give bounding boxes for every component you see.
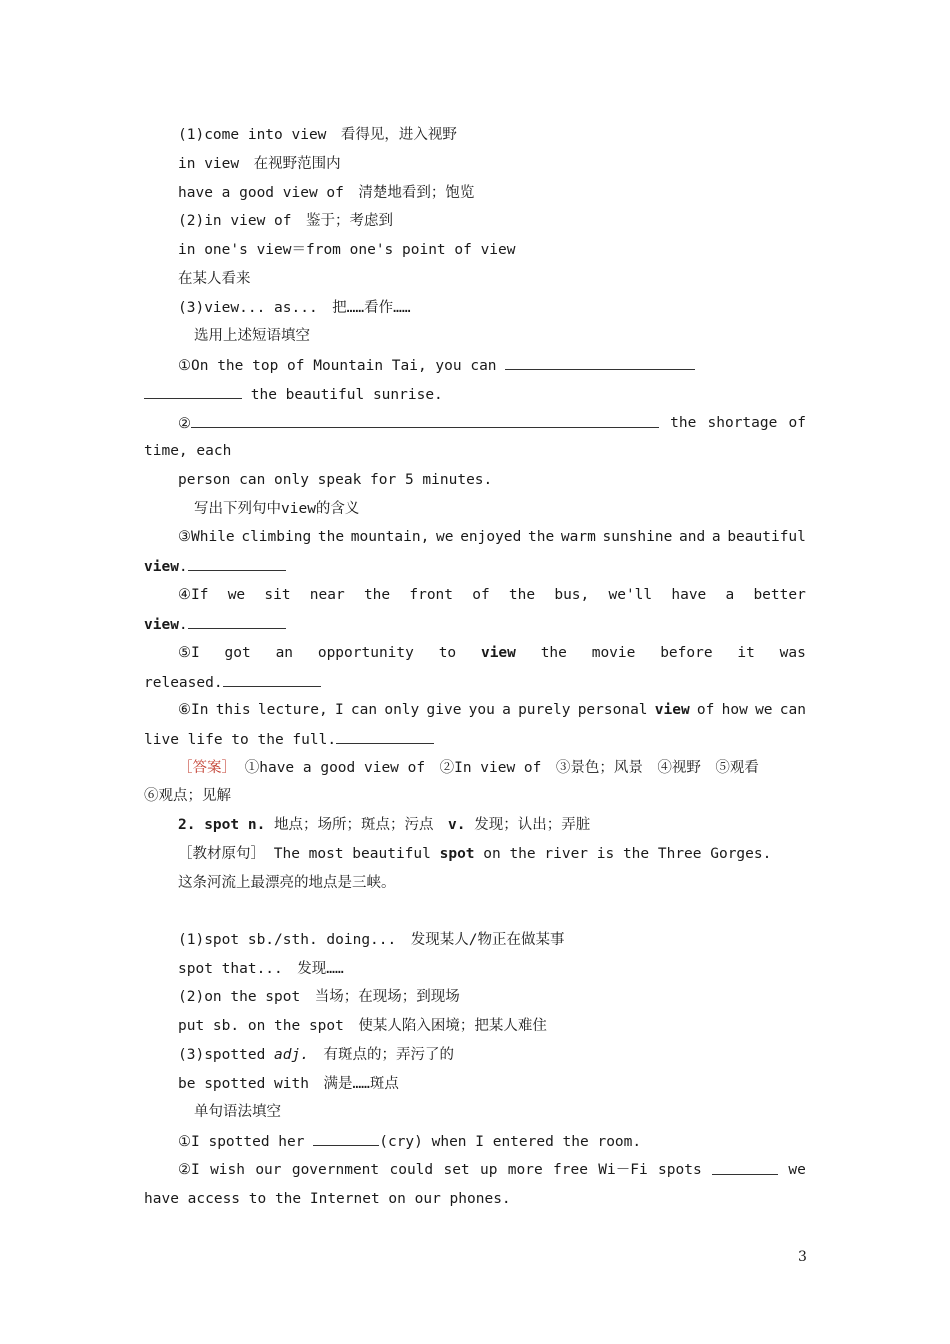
phrase-line: (1)spot sb./sth. doing... 发现某人/物正在做某事 [178, 932, 565, 948]
page-number: 3 [798, 1249, 807, 1265]
exercise-heading: 选用上述短语填空 [194, 328, 310, 344]
question-3-cont: view. [144, 556, 286, 577]
question-2-cont: person can only speak for 5 minutes. [178, 472, 493, 488]
answer-blank[interactable] [223, 672, 321, 687]
answer-blank[interactable] [191, 413, 659, 428]
keyword: view [654, 702, 690, 718]
question-6: ⑥In this lecture, I can only give you a purely personal view of how we can [178, 702, 806, 718]
phrase-line: (1)come into view 看得见，进入视野 [178, 127, 457, 143]
answer-blank[interactable] [712, 1160, 778, 1175]
exercise-heading: 单句语法填空 [194, 1104, 281, 1120]
phrase-line: 在某人看来 [178, 271, 251, 287]
answer-line-cont: ⑥观点；见解 [144, 788, 231, 804]
question-4: ④If we sit near the front of the bus, we'll have a better [178, 587, 806, 603]
question-6-cont: live life to the full. [144, 729, 434, 750]
answer-label: ［答案］ [178, 760, 236, 776]
question-text: ①On the top of Mountain Tai, you can [178, 358, 497, 374]
vocab-heading: 2. spot n. 地点；场所；斑点；污点 v. 发现；认出；弄脏 [178, 817, 591, 833]
question-2-cont: time, each [144, 443, 232, 459]
question-5-cont: released. [144, 672, 321, 693]
grammar-question-2-cont: have access to the Internet on our phones. [144, 1191, 511, 1207]
phrase-line: (3)view... as... 把……看作…… [178, 300, 411, 316]
answer-blank[interactable] [505, 355, 695, 370]
phrase-line: (2)in view of 鉴于；考虑到 [178, 213, 393, 229]
question-1-cont [144, 384, 443, 405]
phrase-line: in one's view＝from one's point of view [178, 242, 516, 258]
question-3: ③While climbing the mountain, we enjoyed the warm sunshine and a beautiful [178, 529, 806, 545]
headword: 2. spot n. [178, 817, 266, 833]
answer-blank[interactable] [144, 384, 242, 399]
word: the [670, 415, 697, 431]
phrase-line: put sb. on the spot 使某人陷入困境；把某人难住 [178, 1018, 547, 1034]
source-sentence: ［教材原句］ The most beautiful spot on the river is the Three Gorges. [178, 846, 772, 862]
source-label: ［教材原句］ [178, 846, 265, 862]
answer-blank[interactable] [336, 729, 434, 744]
answer-text: ①have a good view of ②In view of ③景色；风景 ④视野 ⑤观看 [244, 760, 759, 776]
phrase-line: have a good view of 清楚地看到；饱览 [178, 185, 475, 201]
question-1 [178, 355, 695, 376]
exercise-heading: 写出下列句中view的含义 [194, 501, 360, 517]
question-4-cont: view. [144, 614, 286, 635]
translation: 这条河流上最漂亮的地点是三峡。 [178, 875, 396, 891]
keyword: view [144, 617, 179, 633]
grammar-question-2: ②I wish our government could set up more free Wi－Fi spots we [178, 1162, 806, 1178]
phrase-line: (2)on the spot 当场；在现场；到现场 [178, 989, 460, 1005]
grammar-question-1: ①I spotted her (cry) when I entered the room. [178, 1131, 641, 1152]
answer-blank[interactable] [188, 556, 286, 571]
answer-blank[interactable] [188, 614, 286, 629]
phrase-line: be spotted with 满是……斑点 [178, 1076, 399, 1092]
word: of [788, 415, 806, 431]
keyword: spot [439, 846, 475, 862]
question-text: the beautiful sunrise. [250, 387, 443, 403]
word: shortage [707, 415, 778, 431]
keyword: view [144, 559, 179, 575]
answer-line [178, 758, 759, 778]
keyword: view [480, 645, 516, 661]
phrase-line: spot that... 发现…… [178, 961, 344, 977]
question-2 [178, 413, 806, 434]
answer-blank[interactable] [313, 1131, 379, 1146]
phrase-line: (3)spotted adj. 有斑点的；弄污了的 [178, 1047, 454, 1063]
phrase-line: in view 在视野范围内 [178, 156, 341, 172]
question-number: ② [178, 413, 659, 434]
part-of-speech: adj. [274, 1047, 309, 1063]
question-5: ⑤I got an opportunity to view the movie before it was [178, 645, 806, 661]
